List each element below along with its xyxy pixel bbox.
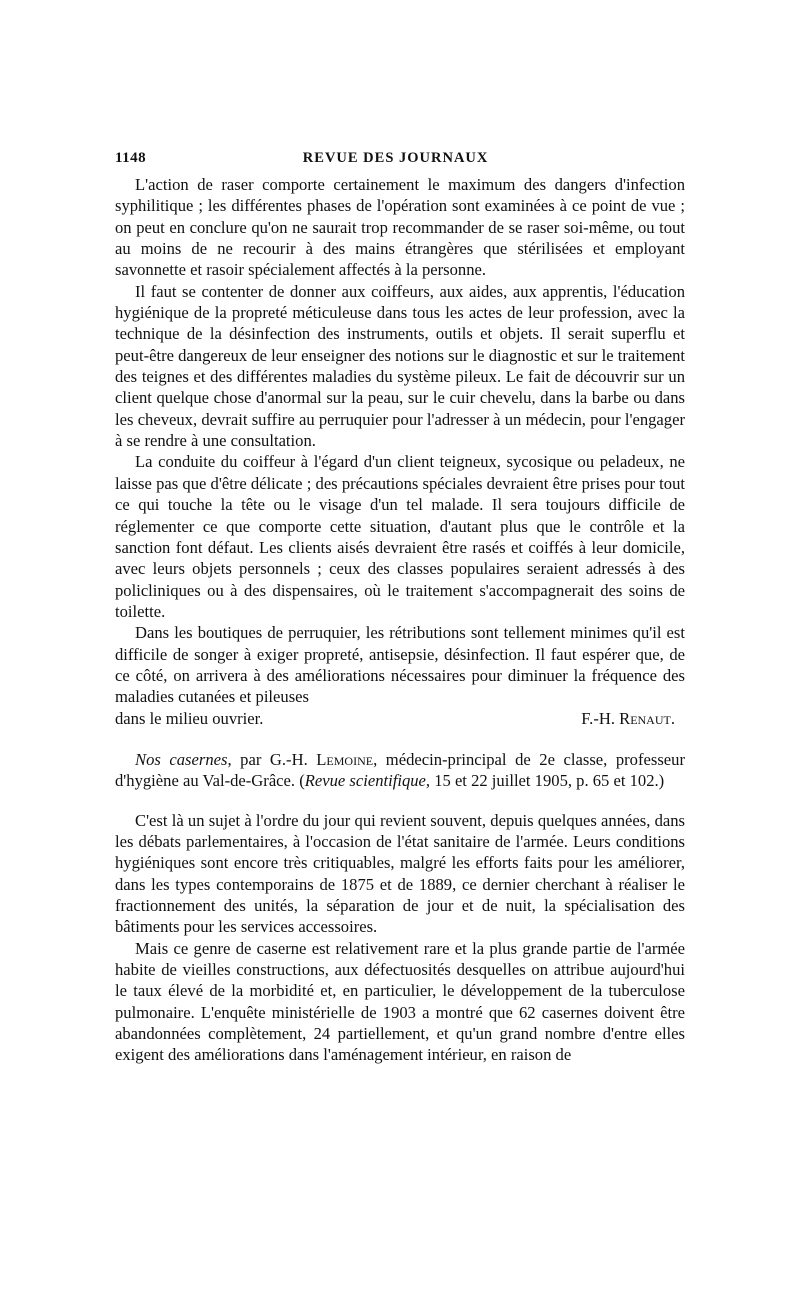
paragraph: La conduite du coiffeur à l'égard d'un client teigneux, sycosique ou peladeux, ne laisse pas que d'être délicate ; des précautions spéciales devraient être prises pour tout ce qui touche la tête ou le visage d'un tel malade. Il sera toujours difficile de réglementer ce que comporte cette situation, d'autant plus que le contrôle et la sanction font défaut. Les clients aisés devraient être rasés et coiffés à leur domicile, avec leurs objets personnels ; ceux des classes populaires seraient adressés à des policliniques ou à des dispensaires, où le traitement s'accompagnerait des soins de toilette. bbox=[115, 452, 685, 621]
citation-author: Lemoine bbox=[316, 749, 374, 769]
running-title: REVUE DES JOURNAUX bbox=[302, 150, 489, 166]
paragraph: L'action de raser comporte certainement le maximum des dangers d'infection syphilitique ; les différentes phases de l'opération sont examinées à ce point de vue ; on peut en conclure qu'on ne saurait trop recommander de se raser soi-même, ou tout au moins de ne recourir à des mains étrangères que stérilisées et employant savonnette et rasoir spécialement affectés à la personne. bbox=[115, 175, 685, 280]
page-header bbox=[115, 148, 685, 174]
document-page bbox=[115, 148, 685, 1066]
citation-journal: Revue scientifique bbox=[304, 771, 426, 791]
article-citation bbox=[115, 749, 685, 792]
signature-line bbox=[115, 708, 685, 729]
page-number: 1148 bbox=[115, 150, 147, 166]
paragraph: C'est là un sujet à l'ordre du jour qui revient souvent, depuis quelques années, dans les débats parlementaires, à l'occasion de l'état sanitaire de l'armée. Leurs conditions hygiéniques sont encore très critiquables, malgré les efforts faits pour les améliorer, dans les types contemporains de 1875 et de 1889, ce dernier cherchant à réaliser le fractionnement des unités, la séparation de jour et de nuit, la spécialisation des bâtiments pour les services accessoires. bbox=[115, 810, 685, 937]
paragraph: Il faut se contenter de donner aux coiffeurs, aux aides, aux apprentis, l'éducation hygiénique de la propreté méticuleuse dans tous les actes de leur profession, avec la technique de la désinfection des instruments, outils et objets. Il serait superflu et peut-être dangereux de leur enseigner des notions sur le diagnostic et sur le traitement des teignes et des différentes maladies du système pileux. Le fait de découvrir sur un client quelque chose d'anormal sur la peau, sur le cuir chevelu, dans la barbe ou dans les cheveux, devrait suffire au perruquier pour l'adresser à un médecin, pour l'engager à se rendre à une consultation. bbox=[115, 281, 685, 451]
paragraph: Mais ce genre de caserne est relativement rare et la plus grande partie de l'armée habite de vieilles constructions, aux défectuosités desquelles on attribue aujourd'hui le taux élevé de la morbidité et, en particulier, le développement de la tuberculose pulmonaire. L'enquête ministérielle de 1903 a montré que 62 casernes doivent être abandonnées complètement, 24 partiellement, et qu'un grand nombre d'entre elles exigent des améliorations dans l'aménagement intérieur, en raison de bbox=[115, 938, 685, 1065]
spacer bbox=[115, 792, 685, 810]
paragraph-end: dans le milieu ouvrier. bbox=[115, 708, 264, 728]
citation-text: , par G.-H. bbox=[227, 749, 317, 769]
citation-text: , 15 et 22 juillet 1905, p. 65 et 102.) bbox=[425, 771, 665, 791]
paragraph: Dans les boutiques de perruquier, les rétributions sont tellement minimes qu'il est difficile de songer à exiger propreté, antisepsie, désinfection. Il faut espérer que, de ce côté, on arrivera à des améliorations nécessaires pour diminuer la fréquence des maladies cutanées et pileuses bbox=[115, 623, 685, 707]
author-signature: F.-H. Renaut. bbox=[581, 708, 675, 728]
citation-title: Nos casernes bbox=[135, 749, 228, 769]
citation-text: , médecin-principal de 2e classe, professeur d'hygiène au Val-de-Grâce. ( bbox=[115, 749, 685, 791]
